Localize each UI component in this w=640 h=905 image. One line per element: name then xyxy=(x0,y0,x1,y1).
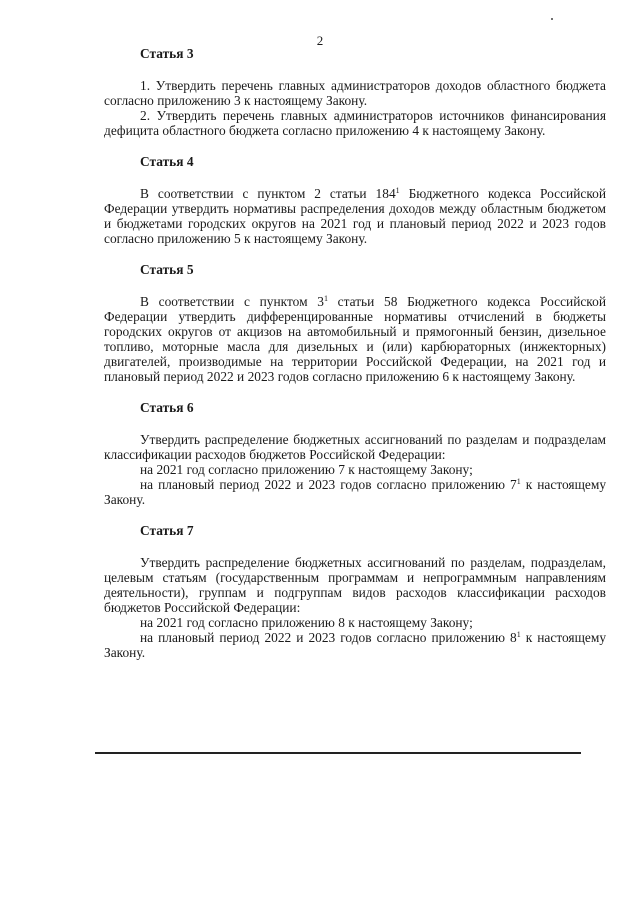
superscript: 1 xyxy=(323,294,328,303)
article-heading: Статья 3 xyxy=(140,46,194,61)
article-heading: Статья 6 xyxy=(140,400,194,415)
article-heading: Статья 4 xyxy=(140,154,194,169)
article-4 xyxy=(104,154,606,246)
article-paragraph: Утвердить распределение бюджетных ассигнований по разделам и подразделам классификации расходов бюджетов Российской Федерации: xyxy=(104,432,606,462)
scan-speck xyxy=(551,18,553,20)
article-paragraph: Утвердить распределение бюджетных ассигнований по разделам, подразделам, целевым статьям (государственным программам и непрограммным направлениям деятельности), группам и подгруппам видов расходов классификации расходов бюджетов Российской Федерации: xyxy=(104,555,606,615)
superscript: 1 xyxy=(395,186,400,195)
horizontal-rule xyxy=(95,752,581,754)
superscript: 1 xyxy=(516,477,521,486)
article-paragraph: на плановый период 2022 и 2023 годов согласно приложению $8^1$ к настоящему Закону. xyxy=(104,630,607,660)
article-heading: Статья 7 xyxy=(140,523,194,538)
article-paragraph: В соответствии с пунктом 2 статьи $184^1$ Бюджетного кодекса Российской Федерации утвердить нормативы распределения доходов между областным бюджетом и бюджетами городских округов на 2021 год и плановый период 2022 и 2023 годов согласно приложению 5 к настоящему Закону. xyxy=(104,186,607,246)
article-paragraph: на плановый период 2022 и 2023 годов согласно приложению $7^1$ к настоящему Закону. xyxy=(104,477,607,507)
article-paragraph: 2. Утвердить перечень главных администраторов источников финансирования дефицита областного бюджета согласно приложению 4 к настоящему Закону. xyxy=(104,108,606,138)
document-body xyxy=(104,46,606,673)
article-paragraph: В соответствии с пунктом $3^1$ статьи 58 Бюджетного кодекса Российской Федерации утвердить дифференцированные нормативы отчислений в бюджеты городских округов от акцизов на автомобильный и прямогонный бензин, дизельное топливо, моторные масла для дизельных и (или) карбюраторных (инжекторных) двигателей, производимые на территории Российской Федерации, на 2021 год и плановый период 2022 и 2023 годов согласно приложению 6 к настоящему Закону. xyxy=(104,294,606,384)
article-6 xyxy=(104,400,606,507)
article-3 xyxy=(104,46,606,138)
article-heading: Статья 5 xyxy=(140,262,194,277)
article-paragraph: 1. Утвердить перечень главных администраторов доходов областного бюджета согласно приложению 3 к настоящему Закону. xyxy=(104,78,606,108)
page-number: 2 xyxy=(316,33,324,48)
article-5 xyxy=(104,262,606,384)
article-paragraph: на 2021 год согласно приложению 7 к настоящему Закону; xyxy=(140,462,473,477)
superscript: 1 xyxy=(516,630,521,639)
article-7 xyxy=(104,523,606,660)
article-paragraph: на 2021 год согласно приложению 8 к настоящему Закону; xyxy=(140,615,473,630)
